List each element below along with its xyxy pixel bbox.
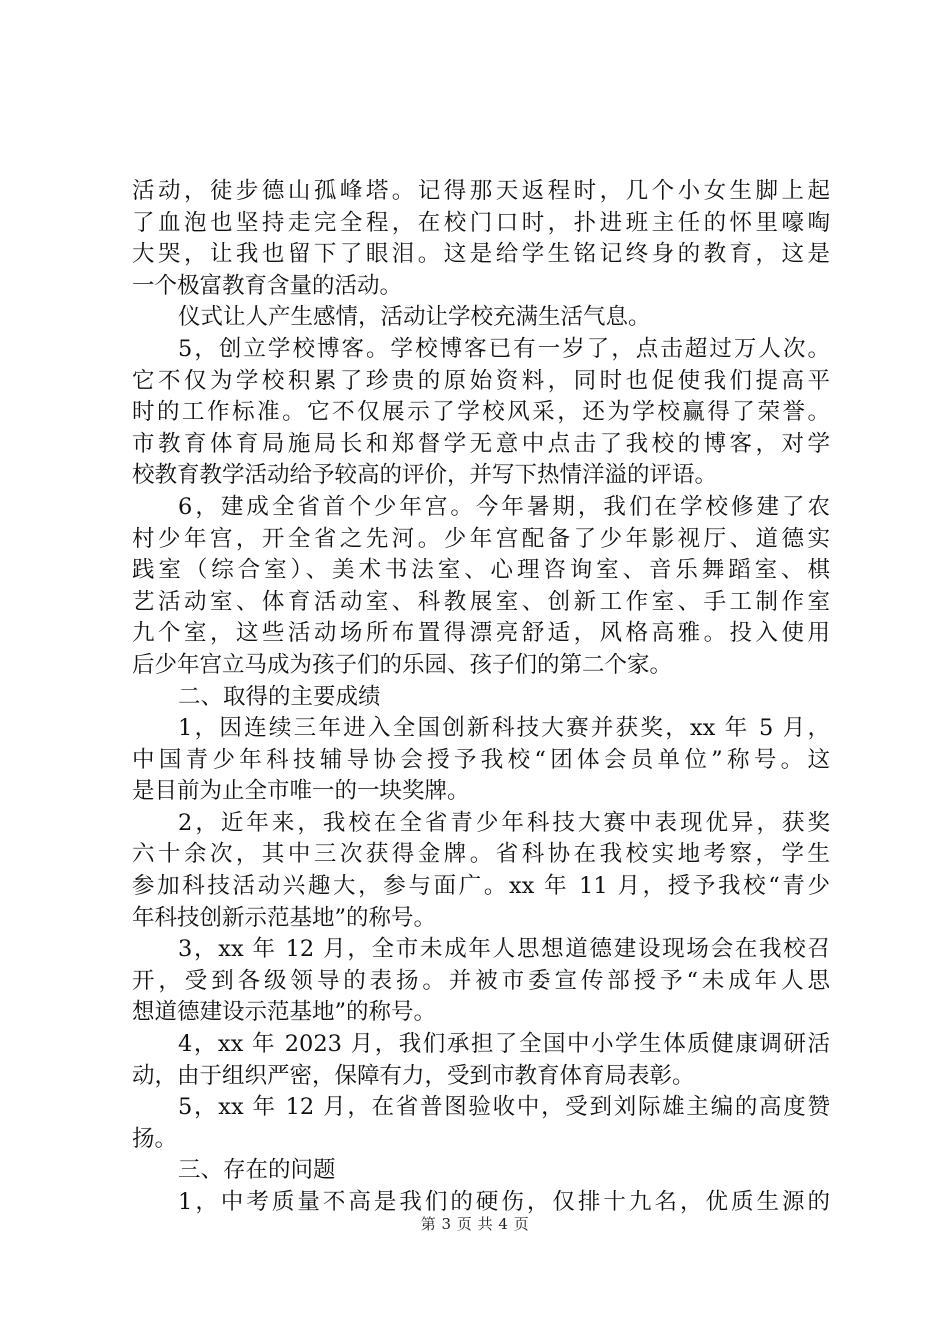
document-body: [132, 176, 830, 1219]
text-line: 开，受到各级领导的表扬。并被市委宣传部授予“未成年人思: [132, 967, 830, 994]
text-line: 3，xx 年 12 月，全市未成年人思想道德建设现场会在我校召: [178, 936, 830, 963]
text-line: 想道德建设示范基地”的称号。: [132, 999, 437, 1026]
text-line: 时的工作标准。它不仅展示了学校风采，还为学校赢得了荣誉。: [132, 399, 830, 426]
text-line: 校教育教学活动给予较高的评价，并写下热情洋溢的评语。: [132, 462, 718, 489]
text-line: 九个室，这些活动场所布置得漂亮舒适，风格高雅。投入使用: [132, 620, 830, 647]
page-footer: 第 3 页 共 4 页: [420, 1215, 530, 1233]
text-line: 5，xx 年 12 月，在省普图验收中，受到刘际雄主编的高度赞: [178, 1094, 830, 1121]
text-line: 是目前为止全市唯一的一块奖牌。: [132, 778, 470, 805]
text-line: 中国青少年科技辅导协会授予我校“团体会员单位”称号。这: [132, 746, 830, 773]
text-line: 1，因连续三年进入全国创新科技大赛并获奖，xx 年 5 月，: [178, 715, 830, 742]
text-line: 动，由于组织严密，保障有力，受到市教育体育局表彰。: [132, 1062, 695, 1089]
text-line: 4，xx 年 2023 月，我们承担了全国中小学生体质健康调研活: [178, 1031, 830, 1058]
text-line: 六十余次，其中三次获得金牌。省科协在我校实地考察，学生: [132, 841, 830, 868]
text-line: 5，创立学校博客。学校博客已有一岁了，点击超过万人次。: [178, 335, 830, 362]
text-line: 参加科技活动兴趣大，参与面广。xx 年 11 月，授予我校“青少: [132, 873, 830, 900]
text-line: 后少年宫立马成为孩子们的乐园、孩子们的第二个家。: [132, 651, 673, 678]
text-line: 二、取得的主要成绩: [178, 683, 381, 710]
text-line: 仪式让人产生感情，活动让学校充满生活气息。: [178, 304, 651, 331]
text-line: 2，近年来，我校在全省青少年科技大赛中表现优异，获奖: [178, 809, 830, 836]
text-line: 大哭，让我也留下了眼泪。这是给学生铭记终身的教育，这是: [132, 241, 830, 268]
text-line: 三、存在的问题: [178, 1157, 336, 1184]
text-line: 活动，徒步德山孤峰塔。记得那天返程时，几个小女生脚上起: [132, 178, 830, 204]
text-line: 一个极富教育含量的活动。: [132, 272, 403, 299]
text-line: 了血泡也坚持走完全程，在校门口时，扑进班主任的怀里嚎啕: [132, 209, 830, 236]
text-line: 1，中考质量不高是我们的硬伤，仅排十九名，优质生源的: [178, 1189, 830, 1215]
text-line: 年科技创新示范基地”的称号。: [132, 904, 437, 931]
text-line: 践室（综合室）、美术书法室、心理咨询室、音乐舞蹈室、棋: [132, 557, 830, 584]
text-line: 扬。: [132, 1125, 178, 1152]
text-line: 村少年宫，开全省之先河。少年宫配备了少年影视厅、道德实: [132, 525, 830, 552]
text-line: 艺活动室、体育活动室、科教展室、创新工作室、手工制作室: [132, 588, 830, 615]
text-line: 6，建成全省首个少年宫。今年暑期，我们在学校修建了农: [178, 493, 830, 520]
text-line: 它不仅为学校积累了珍贵的原始资料，同时也促使我们提高平: [132, 367, 830, 394]
text-line: 市教育体育局施局长和郑督学无意中点击了我校的博客，对学: [132, 430, 830, 457]
